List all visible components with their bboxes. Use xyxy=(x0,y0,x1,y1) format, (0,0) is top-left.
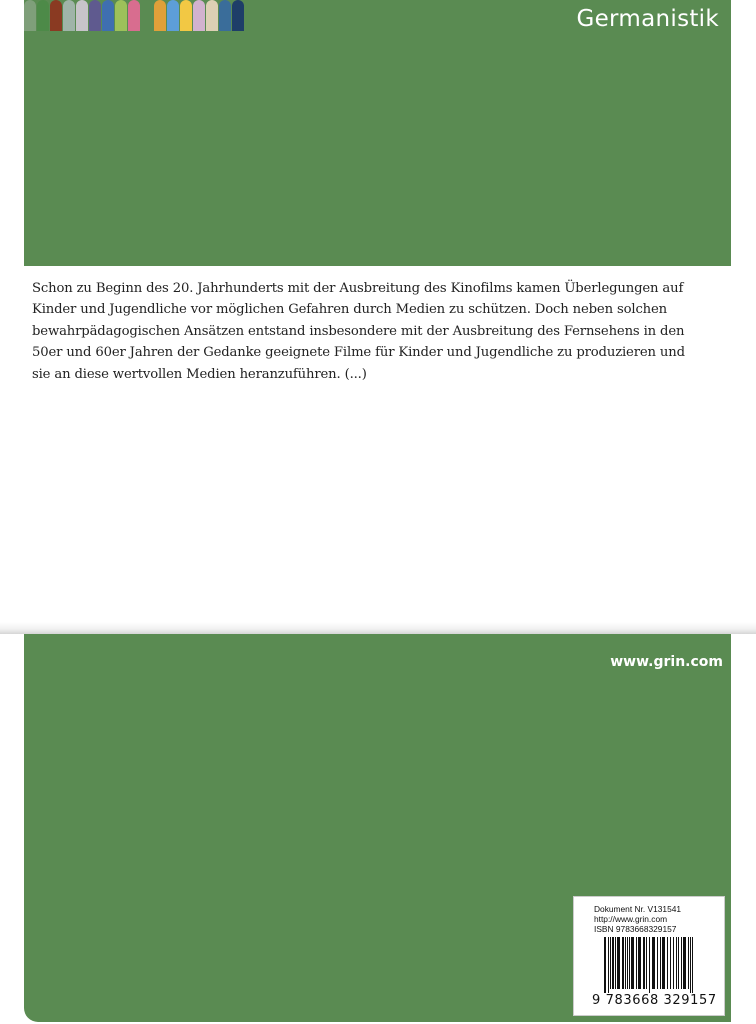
color-tab xyxy=(63,0,75,31)
document-number: Dokument Nr. V131541 xyxy=(594,904,682,914)
barcode-bar xyxy=(688,937,689,989)
color-tab xyxy=(37,0,49,31)
barcode-bar xyxy=(681,937,682,989)
blurb-line: sie an diese wertvollen Medien heranzuführen. (...) xyxy=(32,366,367,382)
document-url: http://www.grin.com xyxy=(594,914,668,924)
barcode-bar xyxy=(646,937,647,989)
barcode-bar xyxy=(615,937,616,989)
color-tab xyxy=(167,0,179,31)
barcode-bar xyxy=(617,937,620,989)
barcode-bar xyxy=(604,937,606,993)
barcode-bar xyxy=(608,937,609,993)
color-tab xyxy=(193,0,205,31)
barcode-bar xyxy=(612,937,614,989)
color-tab xyxy=(206,0,218,31)
top-green-panel xyxy=(24,0,731,266)
barcode-bar xyxy=(662,937,665,989)
barcode-bar xyxy=(667,937,668,989)
barcode-icon xyxy=(604,937,698,993)
color-tab xyxy=(128,0,140,31)
color-tab xyxy=(115,0,127,31)
color-tab xyxy=(89,0,101,31)
color-tab xyxy=(50,0,62,31)
color-tab xyxy=(24,0,36,31)
barcode-bar xyxy=(692,937,693,993)
barcode-bar xyxy=(670,937,671,989)
barcode-bar xyxy=(631,937,634,989)
blurb-line: Schon zu Beginn des 20. Jahrhunderts mit der Ausbreitung des Kinofilms kamen Überlegungen auf xyxy=(32,281,684,296)
barcode-bar xyxy=(643,937,645,989)
barcode-meta xyxy=(594,904,681,934)
category-title: Germanistik xyxy=(576,6,719,32)
barcode-bar xyxy=(683,937,686,989)
page-divider-shadow xyxy=(0,622,756,634)
color-tab xyxy=(180,0,192,31)
barcode-bar xyxy=(627,937,628,989)
color-tab xyxy=(154,0,166,31)
barcode-bar xyxy=(690,937,691,993)
book-blurb xyxy=(32,278,722,385)
color-tab xyxy=(76,0,88,31)
barcode-bar xyxy=(657,937,658,989)
barcode-bar xyxy=(676,937,677,989)
barcode-digits: 9 783668 329157 xyxy=(592,993,717,1008)
barcode-bar xyxy=(636,937,637,989)
color-tab xyxy=(141,0,153,31)
category-color-tabs xyxy=(24,0,245,31)
barcode-label xyxy=(573,896,725,1016)
publisher-website: www.grin.com xyxy=(610,654,723,670)
color-tab xyxy=(232,0,244,31)
barcode-bar xyxy=(678,937,679,989)
barcode-bar xyxy=(660,937,661,989)
color-tab xyxy=(102,0,114,31)
blurb-line: Kinder und Jugendliche vor möglichen Gefahren durch Medien zu schützen. Doch neben solchen xyxy=(32,302,668,318)
barcode-bar xyxy=(622,937,624,989)
barcode-bar xyxy=(629,937,630,989)
barcode-bar xyxy=(652,937,655,989)
barcode-bar xyxy=(638,937,641,989)
blurb-line: 50er und 60er Jahren der Gedanke geeignete Filme für Kinder und Jugendliche zu produzieren und xyxy=(32,345,685,361)
barcode-bar xyxy=(625,937,626,989)
barcode-bar xyxy=(673,937,674,989)
blurb-line: bewahrpädagogischen Ansätzen entstand insbesondere mit der Ausbreitung des Fernsehens in den xyxy=(32,323,685,339)
color-tab xyxy=(219,0,231,31)
isbn-text: ISBN 9783668329157 xyxy=(594,924,677,934)
barcode-bar xyxy=(649,937,650,993)
barcode-bar xyxy=(610,937,611,989)
